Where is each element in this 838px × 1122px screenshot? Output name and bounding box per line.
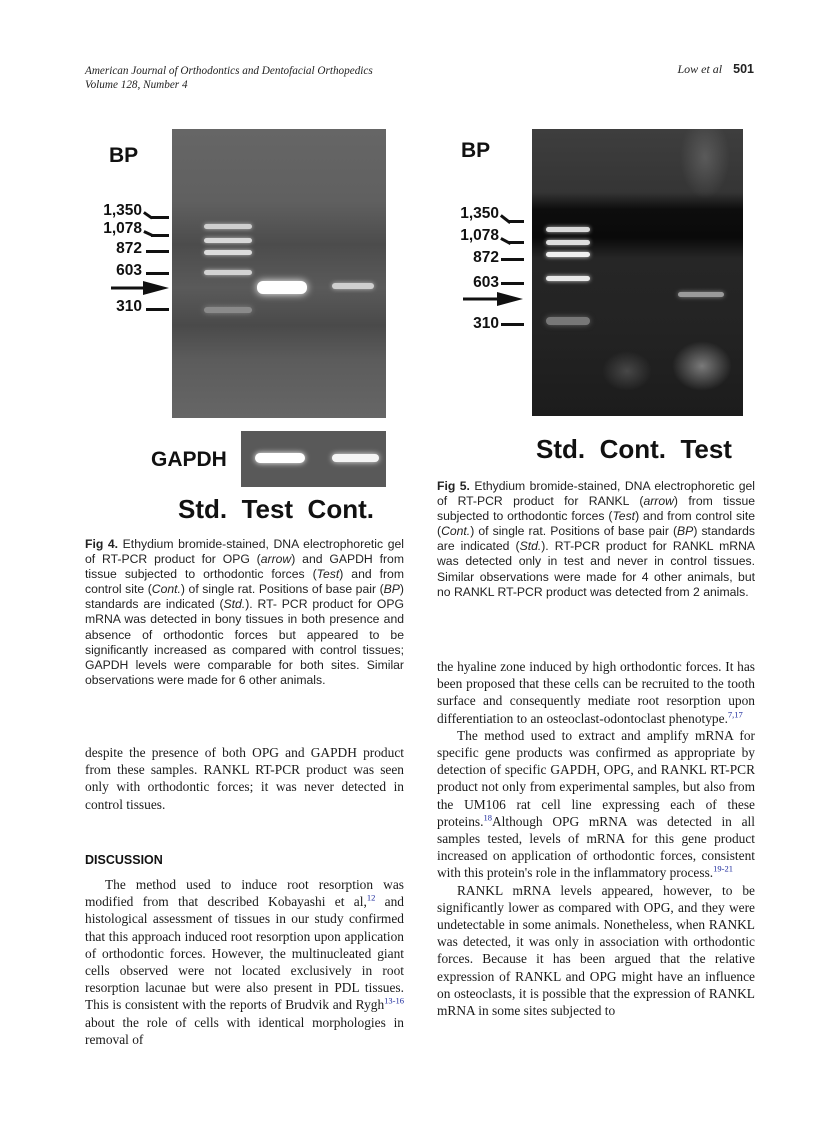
ladder-band — [204, 250, 252, 255]
fig4-bp-label: BP — [109, 144, 139, 167]
opg-control-band — [332, 283, 374, 289]
fig5-bp-label: BP — [461, 139, 491, 162]
lane-std: Std. — [178, 494, 228, 524]
ladder-band — [204, 238, 252, 243]
fig4-marker-603: 603 — [116, 262, 142, 279]
paragraph: RANKL mRNA levels appeared, however, to be significantly lower as compared with OPG, and they were undetectable in some animals. Nonetheless, when RANKL was detected, it was only in association with orthodontic forces. Because it has been argued that the relative expression of RANKL and OPG might have an influence on osteoclasts, it is possible that the expression of RANKL mRNA in some sites subjected to — [437, 882, 755, 1019]
fig5-marker-tick — [501, 282, 524, 285]
fig5-marker-line — [509, 241, 524, 244]
ladder-band — [546, 317, 590, 325]
fig4-gapdh-label: GAPDH — [151, 448, 227, 471]
fig4-caption: Fig 4. Ethydium bromide-stained, DNA electrophoretic gel of RT-PCR product for OPG (arrow) and GAPDH from tissue subjected to orthodontic forces (Test) and from control site (Cont.) of single rat. Positions of base pair (BP) standards are indicated (Std.). RT- PCR product for OPG mRNA was detected in bony tissues in both presence and absence of orthodontic forces but appeared to be significantly increased as compared with control tissues; GAPDH levels were comparable for both sites. Similar observations were made for 6 other animals. — [85, 537, 405, 687]
left-column-continuation — [85, 744, 404, 813]
citation-link[interactable]: 7,17 — [727, 709, 743, 720]
fig5-marker-line — [509, 220, 524, 223]
fig4-marker-line — [151, 216, 169, 219]
fig5-lane-labels — [536, 434, 732, 465]
paragraph: the hyaline zone induced by high orthodontic forces. It has been proposed that these cells can be recruited to the tooth surface and consequently mediate root resorption upon differentiation to an osteoclast-odontoclast phenotype.$^{7,17}$ — [437, 659, 755, 726]
gapdh-control-band — [332, 454, 379, 462]
journal-volume: Volume 128, Number 4 — [85, 79, 188, 91]
fig5-marker-tick — [501, 258, 524, 261]
ladder-band — [546, 227, 590, 232]
test-smear — [672, 341, 732, 391]
fig4-marker-1350: 1,350 — [103, 202, 142, 219]
lane-test: Test — [241, 494, 294, 524]
paragraph: despite the presence of both OPG and GAPDH product from these samples. RANKL RT-PCR product was seen only with orthodontic forces; it was never detected in control tissues. — [85, 745, 404, 812]
fig4-marker-1078: 1,078 — [103, 220, 142, 237]
fig4-arrow-icon — [111, 281, 171, 295]
fig4-marker-310: 310 — [116, 298, 142, 315]
ladder-band — [546, 252, 590, 257]
lane-cont: Cont. — [307, 494, 374, 524]
rankl-test-band — [678, 292, 724, 297]
right-column-body — [437, 658, 755, 1019]
ladder-band — [546, 240, 590, 245]
citation-link[interactable]: 12 — [366, 892, 376, 903]
running-header-journal — [85, 64, 373, 92]
fig5-rankl-gel-image — [532, 129, 743, 416]
fig5-marker-872: 872 — [473, 249, 499, 266]
fig4-marker-tick — [146, 308, 169, 311]
lane-cont: Cont. — [599, 434, 666, 464]
gapdh-test-band — [255, 453, 305, 463]
page-number: 501 — [733, 62, 754, 76]
fig4-marker-872: 872 — [116, 240, 142, 257]
control-smear — [602, 351, 652, 391]
ladder-band — [546, 276, 590, 281]
lane-test: Test — [680, 434, 732, 464]
fig4-marker-tick — [146, 250, 169, 253]
ladder-band — [204, 270, 252, 275]
ladder-band — [204, 307, 252, 313]
fig5-marker-1350: 1,350 — [460, 205, 499, 222]
test-lane-smear — [680, 129, 730, 199]
fig5-marker-603: 603 — [473, 274, 499, 291]
fig4-gapdh-gel-image — [241, 431, 386, 487]
opg-test-band — [257, 281, 307, 294]
fig5-caption: Fig 5. Ethydium bromide-stained, DNA electrophoretic gel of RT-PCR product for RANKL (arrow) from tissue subjected to orthodontic forces (Test) and from control site (Cont.) of single rat. Positions of base pair (BP) standards are indicated (Std.). RT-PCR product for RANKL mRNA was detected only in test and never in control tissues. Similar observations were made for 4 other animals, but no RANKL RT-PCR product was detected from 2 animals. — [437, 479, 756, 599]
fig4-marker-line — [151, 234, 169, 237]
fig4-lane-labels — [178, 494, 374, 525]
fig5-marker-tick — [501, 323, 524, 326]
citation-link[interactable]: 19-21 — [713, 863, 733, 874]
running-header-page — [677, 62, 754, 77]
fig4-marker-tick — [146, 272, 169, 275]
fig5-marker-310: 310 — [473, 315, 499, 332]
fig5-arrow-icon — [463, 292, 525, 306]
header-authors: Low et al — [677, 62, 723, 76]
fig4-opg-gel-image — [172, 129, 386, 418]
paragraph: The method used to extract and amplify mRNA for specific gene products was confirmed as appropriate by detection of specific GAPDH, OPG, and RANKL RT-PCR product not only from experimental samples, but also from the UM106 rat cell line expressing each of these proteins.$^{18}$Although OPG mRNA was detected in all samples tested, levels of mRNA for this gene product increased on application of orthodontic forces, consistent with this protein's role in the inflammatory process.$^{19-21}$ — [437, 727, 755, 881]
citation-link[interactable]: 18 — [483, 812, 492, 823]
citation-link[interactable]: 13-16 — [384, 995, 404, 1006]
fig5-marker-1078: 1,078 — [460, 227, 499, 244]
lane-std: Std. — [536, 434, 586, 464]
discussion-heading: DISCUSSION — [85, 853, 163, 867]
journal-title: American Journal of Orthodontics and Dentofacial Orthopedics — [85, 65, 373, 77]
ladder-band — [204, 224, 252, 229]
discussion-paragraph-1: The method used to induce root resorption was modified from that described Kobayashi et al,$^{12}$ and histological assessment of tissues in our study confirmed that this approach induced root resorption upon application of orthodontic forces. However, the multinucleated giant cells observed were not located exclusively in root resorption lacunae but were also present in PDL tissues. This is consistent with the reports of Brudvik and Rygh$^{13-16}$ about the role of cells with identical morphologies in removal of — [85, 877, 404, 1047]
